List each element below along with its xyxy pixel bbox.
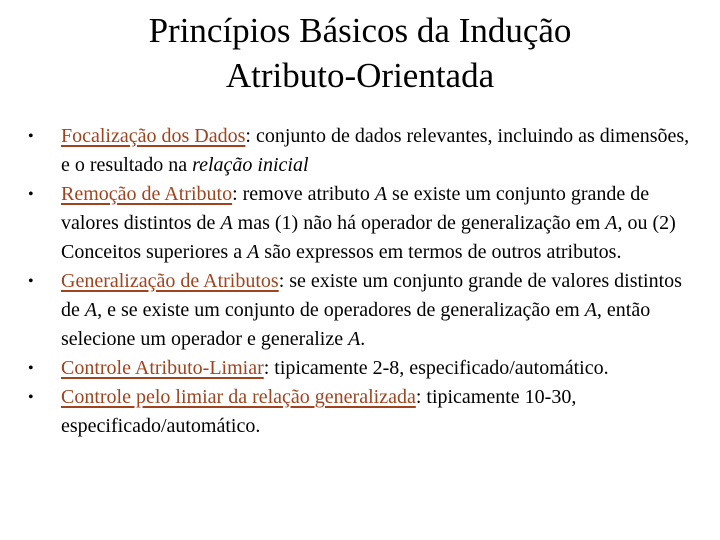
bullet-text: : conjunto de dados relevantes, incluindo as dimensões, e o resultado na — [61, 125, 690, 176]
bullet-text: se existe um conjunto grande de valores distintos de — [61, 183, 650, 234]
bullet-italic: A — [605, 212, 618, 234]
title-line-1: Princípios Básicos da Indução — [148, 11, 572, 50]
bullet-dot-icon: • — [28, 273, 34, 290]
bullet-term: Controle Atributo-Limiar — [61, 357, 264, 379]
title-line-2: Atributo-Orientada — [225, 56, 495, 95]
bullet-term: Controle pelo limiar da relação generalizada — [61, 386, 416, 408]
bullet-term: Generalização de Atributos — [61, 270, 279, 292]
slide-title — [0, 8, 720, 98]
bullet-text: são expressos em termos de outros atributos. — [259, 241, 622, 263]
bullet-item-atributo-limiar — [0, 354, 720, 383]
bullet-italic: A — [374, 183, 388, 205]
bullet-text: , ou (2) Conceitos superiores a — [61, 212, 676, 263]
bullet-italic: A — [84, 299, 98, 321]
bullet-text: : se existe um conjunto grande de valores distintos de — [61, 270, 682, 321]
bullet-dot-icon: • — [28, 128, 34, 145]
bullet-text: mas (1) não há operador de generalização em — [232, 212, 606, 234]
bullet-italic: A — [348, 328, 361, 350]
bullet-italic: relação inicial — [192, 154, 309, 176]
bullet-item-generalizacao — [0, 267, 720, 354]
bullet-item-limiar-relacao — [0, 383, 720, 441]
bullet-term: Focalização dos Dados — [61, 125, 246, 147]
bullet-dot-icon: • — [28, 360, 34, 377]
bullet-list — [0, 122, 720, 441]
bullet-italic: A — [247, 241, 260, 263]
bullet-italic: A — [584, 299, 597, 321]
bullet-text: : tipicamente 10-30, especificado/automático. — [61, 386, 577, 437]
bullet-text: , e se existe um conjunto de operadores de generalização em — [97, 299, 585, 321]
bullet-dot-icon: • — [28, 186, 34, 203]
bullet-text: . — [360, 328, 366, 350]
bullet-item-focalizacao — [0, 122, 720, 180]
bullet-item-remocao — [0, 180, 720, 267]
bullet-italic: A — [220, 212, 233, 234]
bullet-text: : tipicamente 2-8, especificado/automático. — [263, 357, 609, 379]
bullet-dot-icon: • — [28, 389, 34, 406]
bullet-term: Remoção de Atributo — [61, 183, 233, 205]
bullet-text: , então selecione um operador e generalize — [61, 299, 651, 350]
bullet-text: : remove atributo — [232, 183, 375, 205]
